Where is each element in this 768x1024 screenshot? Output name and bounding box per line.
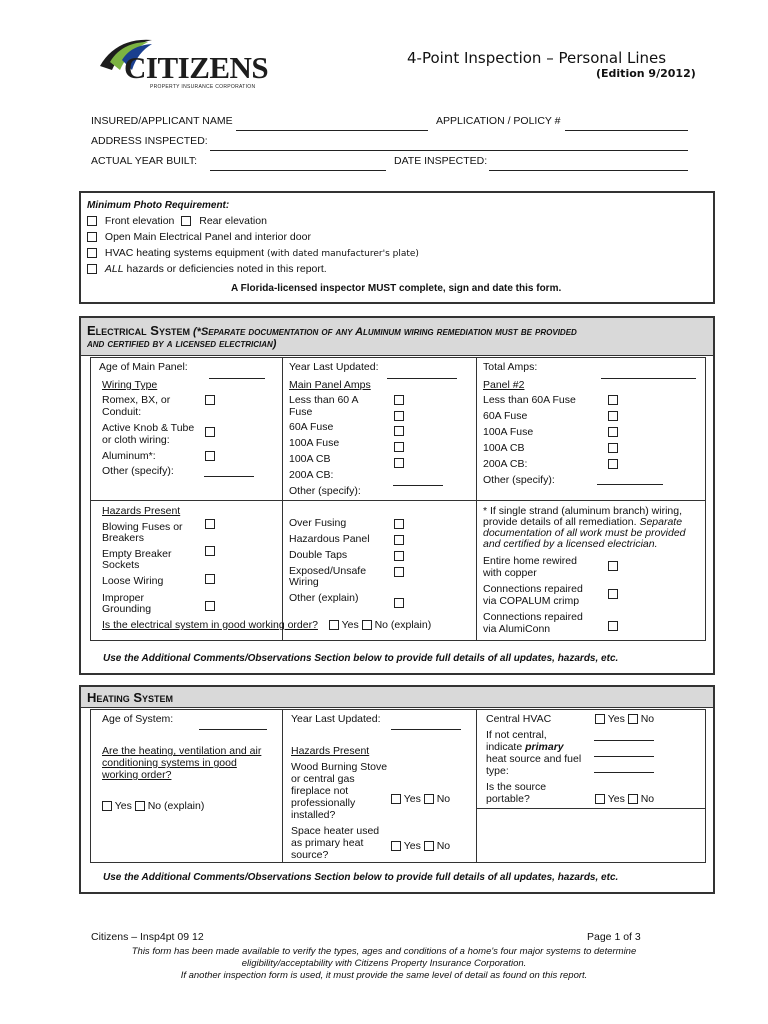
improper-grounding-label-2: Grounding [102, 603, 152, 615]
lt60-label: Less than 60 A [289, 394, 359, 406]
photo-requirements-box [79, 191, 715, 304]
hvac-photo-label: HVAC heating systems equipment [104, 247, 265, 259]
address-field[interactable] [210, 150, 688, 151]
panel2-heading: Panel #2 [483, 379, 525, 391]
panel-photo-label: Open Main Electrical Panel and interior door [104, 231, 311, 243]
all-word: ALL [104, 263, 124, 275]
panel-photo-checkbox[interactable] [87, 232, 97, 242]
knob-tube-label-2: or cloth wiring: [102, 434, 170, 446]
electrical-good-order-row [102, 619, 431, 631]
disclaimer-line-3: If another inspection form is used, it must provide the same level of detail as found on this report. [180, 970, 588, 981]
single-strand-note-2i: Separate [639, 516, 683, 528]
wood-stove-no-label: No [436, 793, 451, 805]
wood-stove-label-3: fireplace not [291, 785, 349, 797]
space-heater-no-label: No [436, 840, 451, 852]
heating-year-updated-field[interactable] [391, 729, 461, 730]
hazard-other-checkbox[interactable] [394, 598, 404, 608]
romex-label-2: Conduit: [102, 406, 142, 418]
double-taps-checkbox[interactable] [394, 551, 404, 561]
p2-lt60-label: Less than 60A Fuse [483, 394, 576, 406]
wood-stove-label-5: installed? [291, 809, 336, 821]
electrical-section [79, 316, 715, 675]
empty-sockets-label-2: Sockets [102, 559, 140, 571]
a60-fuse-label: 60A Fuse [289, 421, 334, 433]
portable-no-checkbox[interactable] [628, 794, 638, 804]
space-heater-answer-row [391, 840, 450, 852]
address-label: ADDRESS INSPECTED: [91, 135, 208, 147]
empty-sockets-checkbox[interactable] [205, 546, 215, 556]
insured-label: INSURED/APPLICANT NAME [91, 115, 233, 127]
not-central-label-2-row [486, 741, 564, 753]
portable-answer-row [595, 793, 654, 805]
heating-section [79, 685, 715, 894]
photo-panel-row [87, 231, 311, 243]
p2-100-cb-label: 100A CB [483, 442, 525, 454]
empty-sockets-label: Empty Breaker [102, 548, 172, 560]
double-taps-label: Double Taps [289, 549, 348, 561]
total-amps-field[interactable] [601, 378, 696, 379]
central-hvac-no-checkbox[interactable] [628, 714, 638, 724]
hvac-good-yes-checkbox[interactable] [102, 801, 112, 811]
wiring-other-label: Other (specify): [102, 465, 174, 477]
romex-checkbox[interactable] [205, 395, 215, 405]
electrical-title: Electrical System [87, 323, 190, 338]
exposed-wiring-checkbox[interactable] [394, 567, 404, 577]
alumiconn-label: Connections repaired [483, 611, 583, 623]
inspector-note: A Florida-licensed inspector MUST complete, sign and date this form. [231, 283, 562, 294]
portable-yes-checkbox[interactable] [595, 794, 605, 804]
portable-yes-label: Yes [607, 793, 625, 805]
panel-other-label: Other (specify): [289, 485, 361, 497]
p2-100-fuse-checkbox[interactable] [608, 427, 618, 437]
electrical-good-yes-label: Yes [341, 619, 359, 631]
wood-stove-yes-label: Yes [403, 793, 421, 805]
rewired-label-2: with copper [483, 567, 537, 579]
hazards-photo-checkbox[interactable] [87, 264, 97, 274]
blowing-fuses-label-2: Breakers [102, 532, 145, 544]
aluminum-checkbox[interactable] [205, 451, 215, 461]
policy-field[interactable] [565, 130, 688, 131]
a60-fuse-checkbox[interactable] [394, 426, 404, 436]
front-elevation-label: Front elevation [104, 215, 175, 227]
hvac-good-no-label: No (explain) [147, 800, 205, 812]
electrical-good-order-question: Is the electrical system in good working order? [102, 619, 318, 631]
hazard-other-label: Other (explain) [289, 592, 359, 604]
heating-footer-note: Use the Additional Comments/Observations Section below to provide full details of all updates, hazards, etc. [103, 872, 619, 883]
panel-year-updated-field[interactable] [387, 378, 457, 379]
knob-tube-label: Active Knob & Tube [102, 422, 195, 434]
space-heater-yes-checkbox[interactable] [391, 841, 401, 851]
p2-lt60-checkbox[interactable] [608, 395, 618, 405]
not-central-label-2a: indicate [486, 741, 523, 753]
loose-wiring-label: Loose Wiring [102, 575, 164, 587]
logo-subtext: PROPERTY INSURANCE CORPORATION [150, 84, 256, 90]
heating-age-label: Age of System: [102, 713, 174, 725]
photo-hazards-row [87, 263, 327, 275]
photo-front-row [87, 215, 267, 227]
electrical-footer-note: Use the Additional Comments/Observations Section below to provide full details of all updates, hazards, etc. [103, 653, 619, 664]
a100-fuse-checkbox[interactable] [394, 442, 404, 452]
form-title: 4-Point Inspection – Personal Lines [407, 49, 667, 67]
over-fusing-checkbox[interactable] [394, 519, 404, 529]
electrical-subtitle-1: (*Separate documentation of any Aluminum wiring remediation must be provided [193, 326, 577, 338]
heating-year-updated-label: Year Last Updated: [291, 713, 381, 725]
over-fusing-label: Over Fusing [289, 517, 347, 529]
hazards-heading: Hazards Present [102, 505, 181, 517]
rear-elevation-label: Rear elevation [199, 215, 267, 227]
a200-cb-label: 200A CB: [289, 469, 334, 481]
rewired-checkbox[interactable] [608, 561, 618, 571]
date-inspected-field[interactable] [489, 170, 688, 171]
policy-label: APPLICATION / POLICY # [436, 115, 561, 127]
space-heater-label-3: source? [291, 849, 329, 861]
central-hvac-yes-label: Yes [607, 713, 625, 725]
photo-heading: Minimum Photo Requirement: [87, 200, 230, 211]
portable-label-2: portable? [486, 793, 530, 805]
heat-source-field-2[interactable] [594, 756, 654, 757]
hvac-good-no-checkbox[interactable] [135, 801, 145, 811]
a100-fuse-label: 100A Fuse [289, 437, 340, 449]
hvac-photo-note: (with dated manufacturer's plate) [266, 249, 419, 259]
central-hvac-answer-row [595, 713, 654, 725]
hazardous-panel-checkbox[interactable] [394, 535, 404, 545]
heat-source-field-1[interactable] [594, 740, 654, 741]
hazardous-panel-label: Hazardous Panel [289, 533, 370, 545]
wiring-type-heading: Wiring Type [102, 379, 158, 391]
disclaimer-line-1: This form has been made available to verify the types, ages and conditions of a home's four major systems to determine [131, 946, 637, 957]
wood-stove-label-4: professionally [291, 797, 356, 809]
not-central-label-4: type: [486, 765, 509, 777]
heating-hazards-heading: Hazards Present [291, 745, 370, 757]
electrical-good-no-label: No (explain) [374, 619, 432, 631]
panel-year-updated-label: Year Last Updated: [289, 361, 379, 373]
total-amps-label: Total Amps: [483, 361, 538, 373]
rear-elevation-checkbox[interactable] [181, 216, 191, 226]
improper-grounding-checkbox[interactable] [205, 601, 215, 611]
hvac-good-order-row [102, 800, 204, 812]
exposed-wiring-label: Exposed/Unsafe [289, 565, 367, 577]
single-strand-note-1: * If single strand (aluminum branch) wiring, [483, 505, 682, 517]
portable-label-1: Is the source [486, 781, 547, 793]
front-elevation-checkbox[interactable] [87, 216, 97, 226]
logo-text: CITIZENS [124, 50, 269, 85]
hazards-photo-label: hazards or deficiencies noted in this report. [126, 263, 327, 275]
portable-no-label: No [640, 793, 655, 805]
central-hvac-no-label: No [640, 713, 655, 725]
p2-other-label: Other (specify): [483, 474, 555, 486]
aluminum-label: Aluminum*: [102, 450, 156, 462]
space-heater-no-checkbox[interactable] [424, 841, 434, 851]
year-built-label: ACTUAL YEAR BUILT: [91, 155, 198, 167]
form-id: Citizens – Insp4pt 09 12 [91, 931, 204, 943]
wiring-other-field[interactable] [204, 476, 254, 477]
p2-200-cb-checkbox[interactable] [608, 459, 618, 469]
year-built-field[interactable] [210, 170, 386, 171]
not-central-label-1: If not central, [486, 729, 547, 741]
lt60-checkbox-2[interactable] [394, 411, 404, 421]
lt60-label-2: Fuse [289, 406, 313, 418]
hvac-good-yes-label: Yes [114, 800, 132, 812]
p2-100-cb-checkbox[interactable] [608, 443, 618, 453]
heating-grid [90, 709, 706, 863]
copalum-label-2: via COPALUM crimp [483, 595, 580, 607]
exposed-wiring-label-2: Wiring [289, 576, 319, 588]
loose-wiring-checkbox[interactable] [205, 574, 215, 584]
date-inspected-label: DATE INSPECTED: [394, 155, 488, 167]
alumiconn-label-2: via AlumiConn [483, 623, 551, 635]
heat-source-field-3[interactable] [594, 772, 654, 773]
electrical-grid [90, 357, 706, 641]
copalum-label: Connections repaired [483, 583, 583, 595]
form-edition: (Edition 9/2012) [596, 67, 696, 80]
romex-label: Romex, BX, or [102, 394, 171, 406]
rewired-label: Entire home rewired [483, 555, 577, 567]
p2-100-fuse-label: 100A Fuse [483, 426, 534, 438]
p2-60-checkbox[interactable] [608, 411, 618, 421]
panel-age-field[interactable] [209, 378, 265, 379]
copalum-checkbox[interactable] [608, 589, 618, 599]
single-strand-note-2: provide details of all remediation. [483, 516, 637, 528]
wood-stove-label-1: Wood Burning Stove [291, 761, 388, 773]
heating-header [81, 687, 713, 708]
p2-60-label: 60A Fuse [483, 410, 528, 422]
hvac-good-order-q3: working order? [102, 769, 172, 781]
wood-stove-yes-checkbox[interactable] [391, 794, 401, 804]
wood-stove-answer-row [391, 793, 450, 805]
blowing-fuses-checkbox[interactable] [205, 519, 215, 529]
wood-stove-no-checkbox[interactable] [424, 794, 434, 804]
a100-cb-label: 100A CB [289, 453, 331, 465]
hvac-good-order-q2: conditioning systems in good [102, 757, 237, 769]
a100-cb-checkbox[interactable] [394, 458, 404, 468]
heating-age-field[interactable] [199, 729, 267, 730]
space-heater-label-2: as primary heat [291, 837, 364, 849]
panel-other-field[interactable] [393, 485, 443, 486]
page-number: Page 1 of 3 [587, 931, 641, 943]
not-central-label-2b: primary [525, 741, 564, 753]
electrical-good-no-checkbox[interactable] [362, 620, 372, 630]
panel-age-label: Age of Main Panel: [99, 361, 188, 373]
hvac-photo-checkbox[interactable] [87, 248, 97, 258]
insured-field[interactable] [236, 130, 428, 131]
electrical-good-yes-checkbox[interactable] [329, 620, 339, 630]
photo-hvac-row [87, 247, 419, 259]
electrical-header [81, 318, 713, 356]
single-strand-note-3: documentation of all work must be provided [483, 527, 686, 539]
not-central-label-3: heat source and fuel [486, 753, 582, 765]
knob-tube-checkbox[interactable] [205, 427, 215, 437]
disclaimer-line-2: eligibility/acceptability with Citizens Property Insurance Corporation. [241, 958, 527, 969]
p2-200-cb-label: 200A CB: [483, 458, 528, 470]
wood-stove-label-2: or central gas [291, 773, 355, 785]
space-heater-label-1: Space heater used [291, 825, 380, 837]
p2-other-field[interactable] [597, 484, 663, 485]
alumiconn-checkbox[interactable] [608, 621, 618, 631]
single-strand-note-4: and certified by a licensed electrician. [483, 538, 658, 550]
main-panel-amps-heading: Main Panel Amps [289, 379, 371, 391]
hvac-good-order-q1: Are the heating, ventilation and air [102, 745, 262, 757]
improper-grounding-label: Improper [102, 592, 145, 604]
lt60-checkbox[interactable] [394, 395, 404, 405]
central-hvac-label: Central HVAC [486, 713, 552, 725]
blowing-fuses-label: Blowing Fuses or [102, 521, 183, 533]
space-heater-yes-label: Yes [403, 840, 421, 852]
citizens-logo [96, 36, 271, 94]
electrical-subtitle-2: and certified by a licensed electrician) [87, 338, 277, 350]
electrical-title-line1 [87, 323, 577, 338]
central-hvac-yes-checkbox[interactable] [595, 714, 605, 724]
heating-title: Heating System [87, 690, 174, 705]
